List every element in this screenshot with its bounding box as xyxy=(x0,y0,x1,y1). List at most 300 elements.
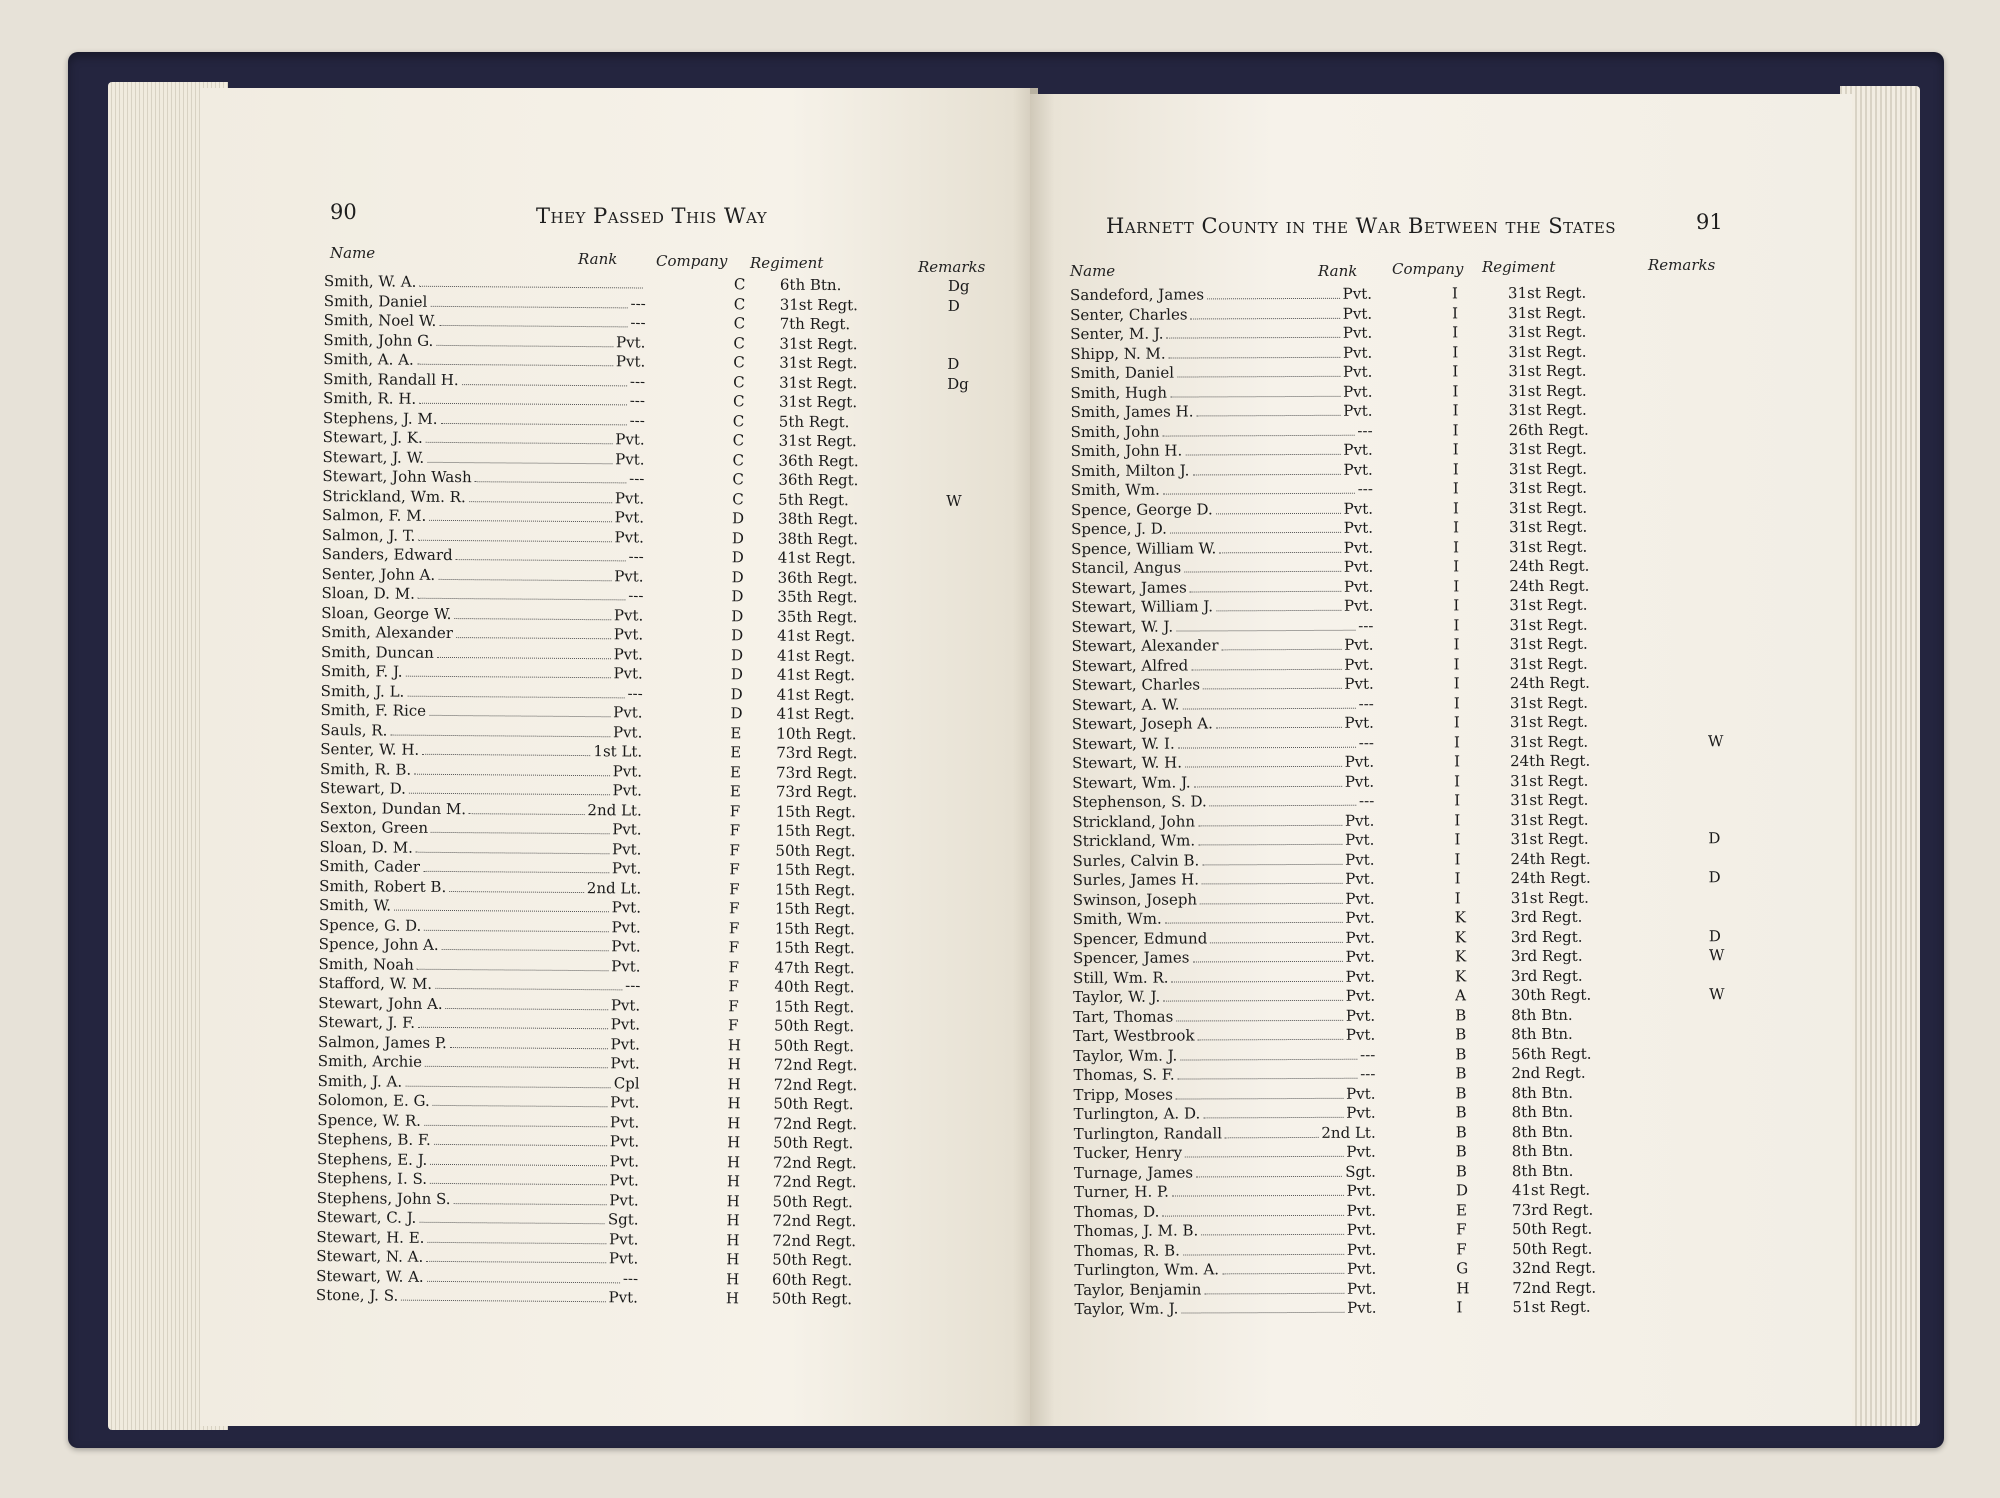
name-rank-cell xyxy=(1070,324,1372,343)
soldier-company: H xyxy=(727,1035,742,1054)
soldier-name: Smith, A. A. xyxy=(323,349,414,369)
header-company: Company xyxy=(656,252,728,270)
name-rank-cell xyxy=(318,1013,640,1034)
soldier-regiment: 35th Regt. xyxy=(777,607,858,626)
leader-dots xyxy=(1196,415,1340,417)
soldier-rank: --- xyxy=(1357,421,1373,440)
soldier-rank: --- xyxy=(629,371,646,391)
soldier-regiment: 8th Btn. xyxy=(1511,1102,1574,1122)
leader-dots xyxy=(1163,493,1355,495)
soldier-rank: Pvt. xyxy=(1342,343,1373,362)
leader-dots xyxy=(418,598,625,601)
soldier-regiment: 72nd Regt. xyxy=(772,1231,857,1250)
soldier-rank: --- xyxy=(630,293,646,313)
leader-dots xyxy=(462,384,627,386)
soldier-rank: Pvt. xyxy=(610,1054,640,1073)
soldier-regiment: 32nd Regt. xyxy=(1512,1258,1597,1278)
soldier-name: Tripp, Moses xyxy=(1073,1085,1173,1104)
soldier-name: Stephens, John S. xyxy=(316,1188,451,1208)
soldier-rank: Pvt. xyxy=(611,859,642,878)
soldier-company: F xyxy=(728,899,740,918)
leader-dots xyxy=(1185,454,1340,456)
leader-dots xyxy=(1163,434,1355,436)
soldier-regiment: 24th Regt. xyxy=(1509,556,1590,576)
soldier-regiment: 8th Btn. xyxy=(1511,1122,1574,1141)
name-rank-cell xyxy=(1073,1065,1375,1084)
name-rank-cell xyxy=(318,954,640,975)
leader-dots xyxy=(427,461,612,463)
soldier-regiment: 31st Regt. xyxy=(778,431,857,451)
soldier-name: Stewart, John Wash xyxy=(322,466,472,487)
soldier-rank: Pvt. xyxy=(611,937,641,956)
name-rank-cell xyxy=(1074,1123,1376,1142)
name-rank-cell xyxy=(1073,870,1375,889)
soldier-rank: Pvt. xyxy=(1342,284,1373,303)
name-rank-cell xyxy=(319,837,641,858)
soldier-rank: Pvt. xyxy=(1345,967,1376,986)
soldier-regiment: 51st Regt. xyxy=(1512,1297,1591,1317)
soldier-rank: Pvt. xyxy=(615,352,646,371)
soldier-name: Smith, R. H. xyxy=(322,388,417,408)
soldier-name: Stewart, W. I. xyxy=(1071,734,1175,753)
soldier-regiment: 24th Regt. xyxy=(1510,868,1591,888)
leader-dots xyxy=(1184,571,1341,573)
soldier-company: D xyxy=(731,548,744,567)
name-rank-cell xyxy=(316,1286,638,1307)
name-rank-cell xyxy=(1074,1299,1376,1318)
soldier-name: Smith, Daniel xyxy=(323,291,428,311)
soldier-name: Solomon, E. G. xyxy=(317,1090,430,1110)
soldier-company: F xyxy=(728,1016,739,1035)
soldier-regiment: 41st Regt. xyxy=(777,548,856,568)
name-rank-cell xyxy=(322,564,644,585)
soldier-company: E xyxy=(730,762,742,781)
name-rank-cell xyxy=(1071,597,1373,616)
leader-dots xyxy=(417,364,613,367)
name-rank-cell xyxy=(1071,577,1373,596)
soldier-name: Still, Wm. R. xyxy=(1072,968,1169,987)
header-rank: Rank xyxy=(578,250,618,268)
soldier-regiment: 31st Regt. xyxy=(1508,459,1587,478)
soldier-company: H xyxy=(1456,1278,1470,1297)
name-rank-cell xyxy=(319,935,641,956)
soldier-rank: Pvt. xyxy=(611,956,641,976)
right-page xyxy=(1030,94,1852,1426)
soldier-company: D xyxy=(1455,1181,1469,1200)
leader-dots xyxy=(426,1261,606,1263)
soldier-regiment: 31st Regt. xyxy=(1509,732,1589,751)
soldier-name: Stewart, Joseph A. xyxy=(1071,714,1213,733)
leader-dots xyxy=(1178,1078,1358,1080)
soldier-regiment: 31st Regt. xyxy=(1509,654,1588,673)
soldier-regiment: 10th Regt. xyxy=(776,724,857,743)
name-rank-cell xyxy=(319,857,641,878)
leader-dots xyxy=(1180,1058,1357,1060)
soldier-name: Smith, J. A. xyxy=(317,1071,403,1091)
leader-dots xyxy=(1201,1234,1343,1236)
leader-dots xyxy=(450,1047,608,1049)
leader-dots xyxy=(1198,824,1342,826)
soldier-company: D xyxy=(730,645,744,664)
soldier-company: F xyxy=(728,938,740,957)
soldier-company: I xyxy=(1453,635,1460,654)
soldier-regiment: 72nd Regt. xyxy=(773,1114,858,1133)
soldier-rank: Pvt. xyxy=(609,1112,640,1132)
soldier-rank: Pvt. xyxy=(1345,1025,1376,1044)
name-rank-cell xyxy=(316,1266,638,1287)
leader-dots xyxy=(1162,1214,1343,1216)
soldier-company: F xyxy=(1456,1220,1467,1239)
soldier-rank: Pvt. xyxy=(612,781,643,800)
soldier-company: I xyxy=(1454,849,1461,868)
soldier-regiment: 31st Regt. xyxy=(1509,712,1589,732)
soldier-company: K xyxy=(1454,966,1467,985)
soldier-name: Sexton, Dundan M. xyxy=(319,798,467,818)
soldier-regiment: 3rd Regt. xyxy=(1510,907,1583,927)
soldier-company: H xyxy=(726,1211,740,1230)
soldier-regiment: 50th Regt. xyxy=(772,1250,853,1270)
soldier-rank: Pvt. xyxy=(1342,304,1373,323)
leader-dots xyxy=(431,832,609,834)
soldier-rank: Pvt. xyxy=(1343,557,1374,576)
soldier-name: Stewart, D. xyxy=(319,778,406,798)
leader-dots xyxy=(1192,473,1340,475)
soldier-name: Stephens, I. S. xyxy=(316,1168,428,1188)
soldier-regiment: 50th Regt. xyxy=(775,841,856,860)
soldier-regiment: 31st Regt. xyxy=(779,334,858,353)
name-rank-cell xyxy=(321,681,643,702)
name-rank-cell xyxy=(1071,558,1373,577)
soldier-regiment: 24th Regt. xyxy=(1510,751,1591,771)
soldier-company: I xyxy=(1453,557,1460,576)
name-rank-cell xyxy=(323,408,645,429)
name-rank-cell xyxy=(1073,1084,1375,1103)
leader-dots xyxy=(1172,980,1343,982)
soldier-company: C xyxy=(732,450,745,469)
leader-dots xyxy=(1169,356,1340,358)
header-remarks: Remarks xyxy=(918,258,986,276)
soldier-regiment: 31st Regt. xyxy=(1508,342,1587,361)
leader-dots xyxy=(441,422,627,424)
leader-dots xyxy=(1203,1117,1343,1119)
soldier-rank: --- xyxy=(628,586,644,605)
soldier-name: Stewart, W. J. xyxy=(1071,617,1174,636)
soldier-rank: --- xyxy=(629,469,645,488)
leader-dots xyxy=(1204,1292,1344,1294)
soldier-regiment: 50th Regt. xyxy=(774,1016,855,1036)
soldier-regiment: 15th Regt. xyxy=(774,919,856,938)
soldier-rank: --- xyxy=(1360,1064,1376,1083)
soldier-name: Smith, John xyxy=(1070,422,1160,441)
soldier-regiment: 15th Regt. xyxy=(774,899,856,919)
name-rank-cell xyxy=(317,1169,639,1190)
soldier-company: C xyxy=(733,294,746,313)
name-rank-cell xyxy=(1071,421,1373,440)
page-number: 90 xyxy=(330,200,357,224)
soldier-rank: Pvt. xyxy=(1345,947,1375,966)
soldier-remarks: D xyxy=(947,296,960,315)
soldier-rank: Pvt. xyxy=(608,1249,639,1268)
soldier-company: D xyxy=(732,509,745,528)
soldier-name: Smith, Hugh xyxy=(1070,383,1168,402)
soldier-rank: Pvt. xyxy=(609,1132,640,1151)
soldier-remarks: W xyxy=(946,491,962,510)
soldier-regiment: 31st Regt. xyxy=(1508,400,1587,420)
leader-dots xyxy=(437,656,611,658)
page-number: 91 xyxy=(1696,210,1723,234)
soldier-regiment: 26th Regt. xyxy=(1508,420,1589,439)
soldier-company: I xyxy=(1453,713,1460,732)
name-rank-cell xyxy=(320,818,642,839)
soldier-name: Smith, Wm. xyxy=(1072,909,1162,928)
soldier-regiment: 41st Regt. xyxy=(1511,1180,1591,1200)
soldier-rank: 2nd Lt. xyxy=(1321,1123,1376,1142)
header-name: Name xyxy=(330,244,376,262)
soldier-company: B xyxy=(1455,1161,1467,1180)
soldier-company: C xyxy=(732,431,745,450)
soldier-regiment: 8th Btn. xyxy=(1511,1083,1574,1102)
soldier-name: Swinson, Joseph xyxy=(1072,889,1198,909)
leader-dots xyxy=(438,578,611,580)
name-rank-cell xyxy=(324,311,646,332)
soldier-regiment: 30th Regt. xyxy=(1511,985,1592,1005)
soldier-name: Stewart, William J. xyxy=(1071,597,1214,616)
leader-dots xyxy=(406,676,611,679)
soldier-name: Smith, Duncan xyxy=(320,642,434,662)
name-rank-cell xyxy=(323,428,645,449)
soldier-rank: Pvt. xyxy=(1344,811,1375,830)
leader-dots xyxy=(426,442,613,444)
soldier-company: F xyxy=(729,840,740,859)
soldier-rank: --- xyxy=(1358,733,1375,752)
soldier-name: Salmon, J. T. xyxy=(321,525,416,545)
soldier-name: Sloan, D. M. xyxy=(321,583,415,603)
name-rank-cell xyxy=(1071,402,1373,421)
soldier-company: D xyxy=(731,528,745,547)
soldier-regiment: 35th Regt. xyxy=(777,587,858,607)
soldier-name: Taylor, Wm. J. xyxy=(1074,1299,1179,1318)
soldier-regiment: 31st Regt. xyxy=(1508,439,1587,459)
soldier-company: I xyxy=(1454,752,1461,771)
soldier-rank: --- xyxy=(629,410,645,430)
roster-table-right xyxy=(1070,283,1755,1319)
soldier-rank: Pvt. xyxy=(613,703,643,722)
name-rank-cell xyxy=(1073,967,1375,986)
soldier-regiment: 31st Regt. xyxy=(1507,283,1587,303)
name-rank-cell xyxy=(323,350,645,371)
soldier-name: Spencer, James xyxy=(1072,948,1190,967)
soldier-name: Spence, George D. xyxy=(1070,499,1213,519)
soldier-rank: Pvt. xyxy=(1344,655,1374,674)
leader-dots xyxy=(390,734,610,737)
soldier-remarks: D xyxy=(947,354,960,373)
leader-dots xyxy=(423,871,609,873)
soldier-name: Smith, F. Rice xyxy=(320,700,427,720)
soldier-name: Smith, Cader xyxy=(319,856,420,876)
soldier-regiment: 73rd Regt. xyxy=(776,743,858,763)
soldier-regiment: 8th Btn. xyxy=(1511,1024,1573,1044)
leader-dots xyxy=(1216,610,1341,612)
soldier-regiment: 5th Regt. xyxy=(778,412,850,431)
soldier-regiment: 73rd Regt. xyxy=(776,763,858,782)
soldier-name: Sloan, George W. xyxy=(321,603,452,623)
table-row xyxy=(316,1286,996,1311)
name-rank-cell xyxy=(319,896,641,917)
soldier-rank: Pvt. xyxy=(1343,577,1374,596)
soldier-company: F xyxy=(1456,1239,1467,1258)
soldier-name: Spence, William W. xyxy=(1071,538,1217,558)
soldier-company: I xyxy=(1452,401,1459,420)
soldier-name: Stewart, Charles xyxy=(1071,675,1201,694)
soldier-company: I xyxy=(1453,537,1460,556)
soldier-rank: Pvt. xyxy=(1345,889,1375,908)
soldier-regiment: 3rd Regt. xyxy=(1510,966,1583,985)
name-rank-cell xyxy=(321,662,643,683)
soldier-company: C xyxy=(732,470,744,489)
leader-dots xyxy=(469,813,584,815)
header-company: Company xyxy=(1392,260,1464,278)
soldier-company: I xyxy=(1453,693,1460,712)
name-rank-cell xyxy=(322,506,644,527)
leader-dots xyxy=(1191,668,1341,670)
leader-dots xyxy=(414,773,609,776)
soldier-company: C xyxy=(733,333,746,352)
soldier-company: I xyxy=(1453,654,1460,673)
soldier-regiment: 31st Regt. xyxy=(1508,303,1587,322)
name-rank-cell xyxy=(318,1032,640,1053)
soldier-rank: Pvt. xyxy=(1344,635,1374,654)
soldier-name: Smith, J. L. xyxy=(320,681,405,701)
soldier-regiment: 24th Regt. xyxy=(1509,673,1590,693)
soldier-regiment: 50th Regt. xyxy=(773,1036,855,1055)
name-rank-cell xyxy=(1071,538,1373,557)
leader-dots xyxy=(1198,1039,1343,1041)
soldier-name: Smith, F. J. xyxy=(320,661,403,681)
name-rank-cell xyxy=(324,291,646,312)
soldier-rank: Pvt. xyxy=(1344,772,1375,791)
soldier-company: H xyxy=(727,1074,741,1093)
soldier-company: B xyxy=(1455,1142,1467,1161)
soldier-name: Stewart, H. E. xyxy=(316,1227,425,1247)
soldier-regiment: 50th Regt. xyxy=(772,1192,853,1211)
name-rank-cell xyxy=(1072,655,1374,674)
soldier-rank: Cpl xyxy=(613,1073,640,1093)
soldier-rank: Pvt. xyxy=(612,839,642,859)
leader-dots xyxy=(1177,376,1340,378)
soldier-regiment: 41st Regt. xyxy=(776,704,855,724)
soldier-company: F xyxy=(729,801,741,820)
name-rank-cell xyxy=(1072,675,1374,694)
soldier-name: Stewart, Alfred xyxy=(1071,655,1189,675)
name-rank-cell xyxy=(319,915,641,936)
name-rank-cell xyxy=(1070,285,1372,304)
name-rank-cell xyxy=(1072,636,1374,655)
leader-dots xyxy=(1185,1156,1343,1158)
left-page xyxy=(200,88,1038,1426)
soldier-company: I xyxy=(1454,830,1461,849)
name-rank-cell xyxy=(1074,1279,1376,1298)
soldier-company: H xyxy=(726,1269,740,1288)
soldier-rank: Pvt. xyxy=(613,605,644,625)
leader-dots xyxy=(1216,512,1341,514)
soldier-name: Turlington, A. D. xyxy=(1073,1104,1201,1123)
soldier-regiment: 8th Btn. xyxy=(1511,1005,1573,1024)
soldier-regiment: 31st Regt. xyxy=(1508,381,1587,400)
soldier-rank: Pvt. xyxy=(614,508,645,527)
leader-dots xyxy=(1192,961,1342,963)
soldier-name: Spencer, Edmund xyxy=(1072,928,1208,948)
name-rank-cell xyxy=(1070,304,1372,323)
soldier-rank: Pvt. xyxy=(1343,401,1373,420)
soldier-company: F xyxy=(729,860,740,879)
soldier-rank: 2nd Lt. xyxy=(587,800,642,820)
soldier-company: B xyxy=(1455,1103,1467,1122)
soldier-rank: Pvt. xyxy=(609,1151,640,1171)
running-head: Harnett County in the War Between the States xyxy=(1106,214,1617,238)
soldier-company: D xyxy=(731,567,744,586)
soldier-regiment: 31st Regt. xyxy=(1510,829,1589,849)
soldier-regiment: 15th Regt. xyxy=(775,821,856,841)
soldier-name: Stewart, C. J. xyxy=(316,1207,417,1227)
soldier-name: Taylor, W. J. xyxy=(1073,987,1161,1006)
soldier-rank: Pvt. xyxy=(1344,713,1374,732)
soldier-name: Sauls, R. xyxy=(320,720,388,740)
soldier-company: F xyxy=(728,977,739,996)
leader-dots xyxy=(1222,649,1342,651)
soldier-regiment: 73rd Regt. xyxy=(1511,1200,1594,1219)
soldier-name: Turnage, James xyxy=(1073,1162,1194,1182)
soldier-rank: Pvt. xyxy=(1345,986,1376,1005)
soldier-rank: Pvt. xyxy=(1346,1142,1376,1161)
name-rank-cell xyxy=(1071,499,1373,518)
name-rank-cell xyxy=(1070,363,1372,382)
name-rank-cell xyxy=(1071,616,1373,635)
soldier-rank: Pvt. xyxy=(615,449,645,469)
soldier-company: C xyxy=(733,275,746,294)
soldier-company: H xyxy=(727,1113,741,1132)
soldier-regiment: 36th Regt. xyxy=(778,451,859,470)
name-rank-cell xyxy=(1073,928,1375,947)
name-rank-cell xyxy=(321,623,643,644)
name-rank-cell xyxy=(318,974,640,995)
soldier-name: Smith, John H. xyxy=(1070,441,1183,460)
leader-dots xyxy=(1190,590,1341,592)
name-rank-cell xyxy=(1073,987,1375,1006)
leader-dots xyxy=(407,695,624,698)
leader-dots xyxy=(422,754,590,756)
name-rank-cell xyxy=(1074,1104,1376,1123)
leader-dots xyxy=(1170,532,1341,534)
soldier-company: C xyxy=(732,489,744,508)
name-rank-cell xyxy=(1072,772,1374,791)
soldier-name: Smith, Milton J. xyxy=(1070,460,1190,480)
leader-dots xyxy=(424,929,608,931)
soldier-name: Tart, Westbrook xyxy=(1073,1026,1195,1045)
leader-dots xyxy=(454,618,611,620)
soldier-rank: Pvt. xyxy=(1345,928,1375,947)
name-rank-cell xyxy=(323,330,645,351)
soldier-name: Stewart, Alexander xyxy=(1071,636,1219,655)
soldier-company: H xyxy=(726,1230,740,1249)
name-rank-cell xyxy=(320,740,642,761)
soldier-rank: Pvt. xyxy=(1345,869,1375,888)
soldier-rank: Pvt. xyxy=(1342,362,1373,381)
name-rank-cell xyxy=(1074,1260,1376,1279)
soldier-name: Stafford, W. M. xyxy=(318,973,433,993)
soldier-company: D xyxy=(731,587,744,606)
soldier-company: H xyxy=(725,1289,740,1308)
leader-dots xyxy=(430,1183,606,1185)
